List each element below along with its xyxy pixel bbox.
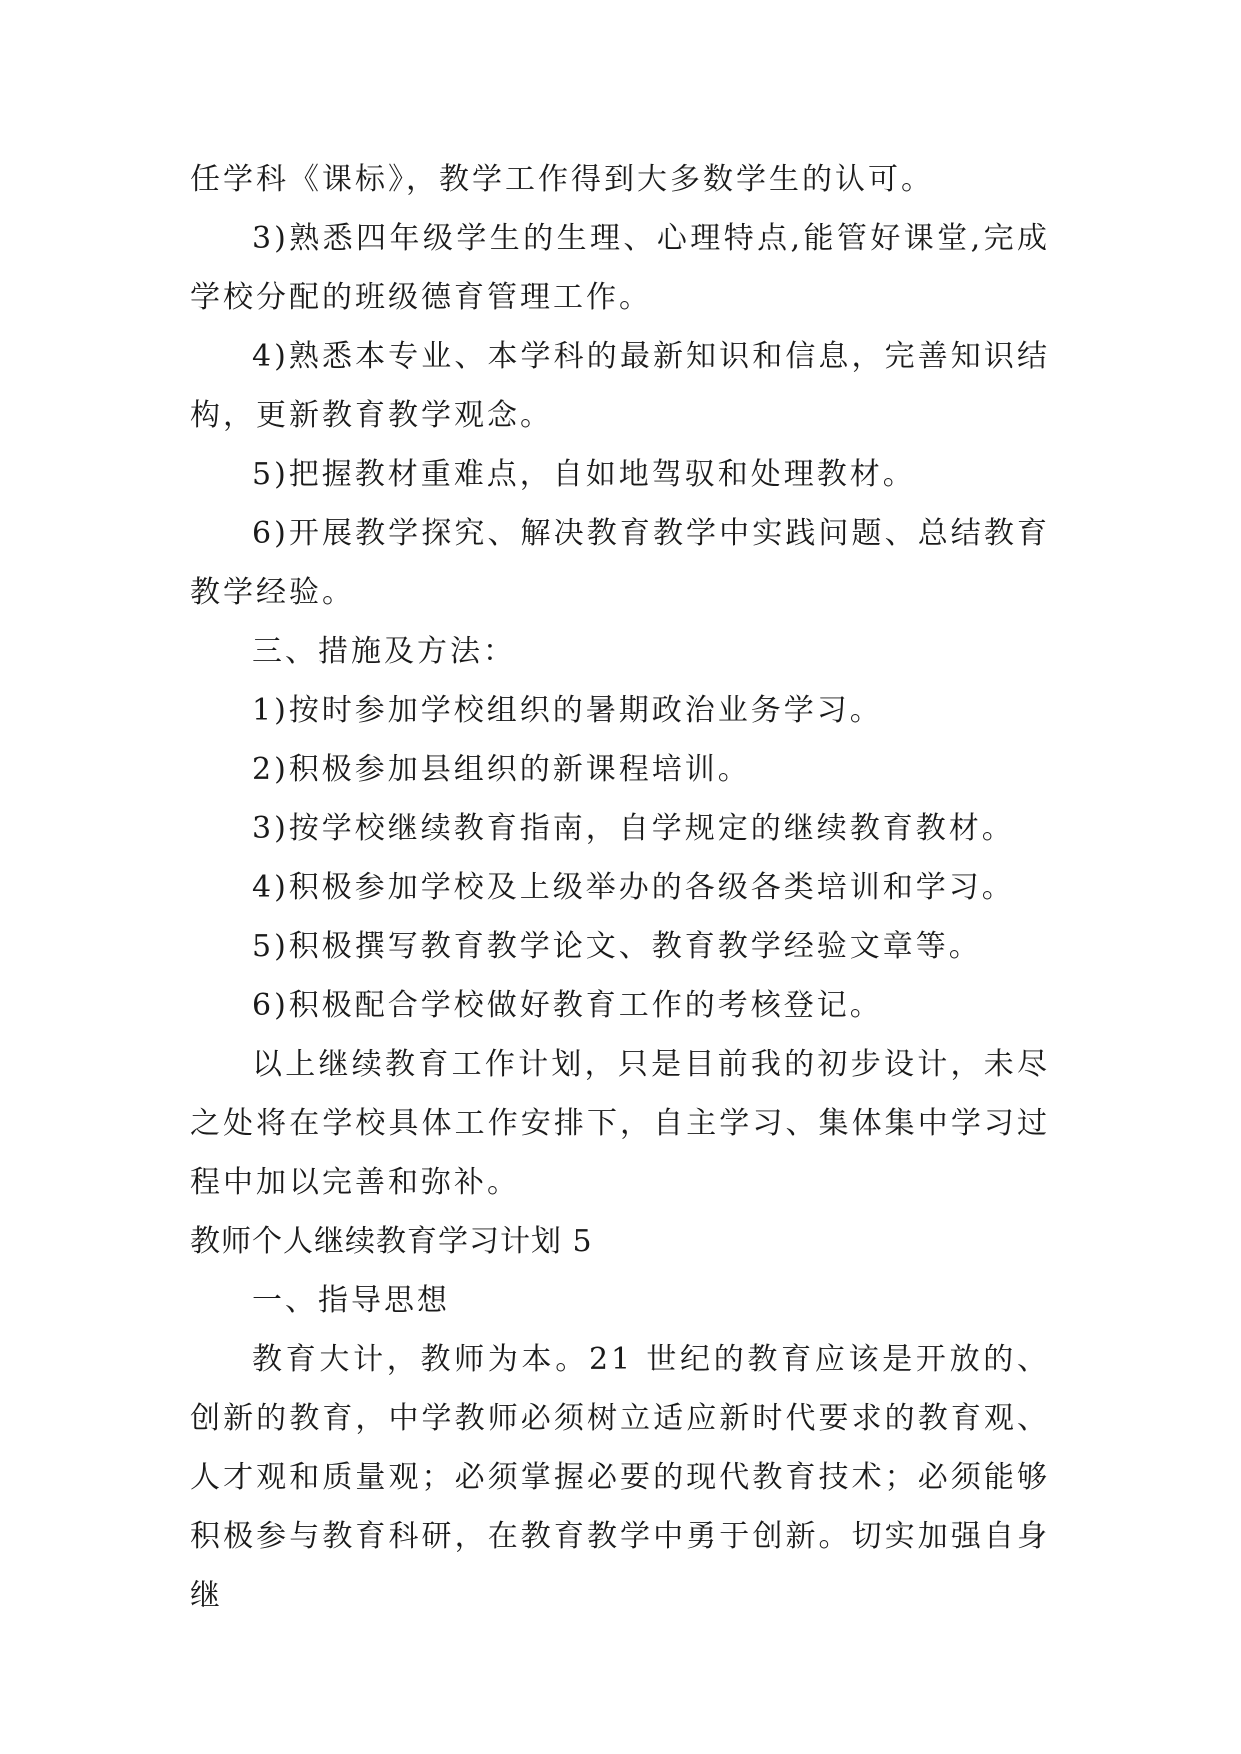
paragraph-guiding-thought: 教育大计，教师为本。21 世纪的教育应该是开放的、创新的教育，中学教师必须树立适应新时代要求的教育观、人才观和质量观；必须掌握必要的现代教育技术；必须能够积极参与教育科研，在教育教学中勇于创新。切实加强自身继 <box>190 1342 1050 1613</box>
paragraph-measure-6: 6)积极配合学校做好教育工作的考核登记。 <box>252 988 883 1023</box>
paragraph-measure-3: 3)按学校继续教育指南，自学规定的继续教育教材。 <box>252 811 1015 846</box>
heading-measures: 三、措施及方法： <box>252 634 516 669</box>
paragraph-conclusion: 以上继续教育工作计划，只是目前我的初步设计，未尽之处将在学校具体工作安排下，自主学习、集体集中学习过程中加以完善和弥补。 <box>190 1047 1050 1200</box>
paragraph-subject-standards: 任学科《课标》，教学工作得到大多数学生的认可。 <box>190 162 934 197</box>
paragraph-measure-2: 2)积极参加县组织的新课程培训。 <box>252 752 751 787</box>
paragraph-goal-6: 6)开展教学探究、解决教育教学中实践问题、总结教育教学经验。 <box>190 516 1050 610</box>
paragraph-goal-5: 5)把握教材重难点，自如地驾驭和处理教材。 <box>252 457 916 492</box>
paragraph-goal-3: 3)熟悉四年级学生的生理、心理特点,能管好课堂,完成学校分配的班级德育管理工作。 <box>190 221 1050 315</box>
paragraph-measure-4: 4)积极参加学校及上级举办的各级各类培训和学习。 <box>252 870 1015 905</box>
paragraph-goal-4: 4)熟悉本专业、本学科的最新知识和信息，完善知识结构，更新教育教学观念。 <box>190 339 1050 433</box>
heading-guiding-thought: 一、指导思想 <box>252 1283 450 1318</box>
section-title: 教师个人继续教育学习计划 5 <box>190 1224 593 1259</box>
paragraph-measure-1: 1)按时参加学校组织的暑期政治业务学习。 <box>252 693 883 728</box>
paragraph-measure-5: 5)积极撰写教育教学论文、教育教学经验文章等。 <box>252 929 982 964</box>
document-body <box>190 150 1050 1625</box>
